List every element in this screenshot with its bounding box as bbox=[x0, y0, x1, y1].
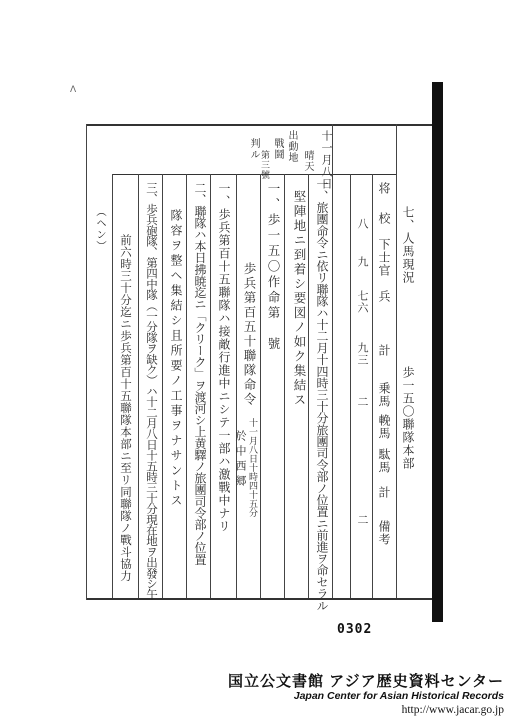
column-rule bbox=[372, 174, 373, 598]
header-number: 第三號 bbox=[259, 150, 269, 180]
column-rule bbox=[350, 174, 351, 598]
table-col-value: 九三 bbox=[356, 342, 369, 366]
body-line-10: 三、歩兵砲隊、第四中隊（一分隊ヲ缺ク）ハ十二月八日十五時三十分現在地ヲ出發シ午 bbox=[145, 182, 159, 600]
table-col-value: 八 bbox=[356, 218, 369, 230]
body-line-1: 一、旅團命令ニ依リ聯隊ハ十二月十四時三十分旅團司令部ノ位置ニ前進ヲ命セラル bbox=[315, 178, 329, 611]
column-rule bbox=[112, 174, 113, 598]
table-title: 七、人馬現況 bbox=[401, 206, 415, 284]
body-line-9: 隊容ヲ整ヘ集結シ且所要ノ工事ヲナサントス bbox=[169, 194, 183, 509]
page-number: 0302 bbox=[337, 622, 373, 637]
table-col-label: 下士官 bbox=[377, 238, 391, 277]
body-line-7: 一、歩兵第百十五聯隊ハ接敵行進中ニシテ一部ハ激戰中ナリ bbox=[217, 182, 231, 533]
table-col-label: 備考 bbox=[377, 520, 391, 546]
column-rule bbox=[236, 174, 237, 598]
footer-org-jp: 国立公文書館 アジア歴史資料センター bbox=[228, 673, 504, 690]
table-col-label: 校 bbox=[377, 212, 391, 225]
header-title-prefix: 戰鬪 bbox=[272, 138, 283, 160]
body-line-11: 前六時三十分迄ニ歩兵第百十五聯隊本部ニ至リ同聯隊ノ戰斗協力 bbox=[119, 222, 133, 582]
column-rule bbox=[260, 174, 261, 598]
table-col-value: 九 bbox=[356, 256, 369, 268]
body-line-6: 於中西郷 bbox=[234, 430, 247, 490]
header-weather: 晴天 bbox=[302, 150, 313, 172]
column-rule bbox=[186, 174, 187, 598]
body-line-8: 二、聯隊ハ本日拂暁迄ニ「クリーク」ヲ渡河シ上黄驛ノ旅團司令部ノ位置 bbox=[193, 182, 207, 565]
header-suffix: 判ル bbox=[248, 138, 259, 160]
body-line-3: 一、歩一五〇作命第 號 bbox=[266, 182, 281, 353]
column-rule bbox=[162, 174, 163, 598]
column-rule bbox=[332, 124, 333, 598]
margin-mark: ⴷ bbox=[70, 85, 77, 95]
column-rule bbox=[284, 174, 285, 598]
body-line-2: 堅陣地ニ到着シ要図ノ如ク集結ス bbox=[292, 190, 307, 408]
header-rule bbox=[112, 174, 396, 175]
footer-url[interactable]: http://www.jacar.go.jp bbox=[401, 704, 504, 716]
bottom-rule bbox=[86, 598, 432, 600]
table-col-label: 輓馬 bbox=[377, 414, 391, 440]
table-col-label: 兵 bbox=[377, 290, 391, 303]
column-rule bbox=[210, 174, 211, 598]
footer-org-en: Japan Center for Asian Historical Records bbox=[293, 690, 504, 702]
body-line-12: （ヘン） bbox=[95, 206, 107, 252]
column-rule bbox=[308, 174, 309, 598]
table-col-value: 二 bbox=[356, 396, 369, 408]
header-date: 十一月八日 bbox=[320, 130, 333, 190]
table-col-label: 駄馬 bbox=[377, 448, 391, 474]
table-col-label: 計 bbox=[377, 486, 391, 499]
table-unit: 歩一五〇聯隊本部 bbox=[401, 366, 415, 470]
column-rule bbox=[396, 124, 397, 598]
header-location: 出動地 bbox=[286, 130, 297, 163]
body-line-5: 十一月八日十時四十五分 bbox=[247, 418, 257, 517]
table-col-label: 計 bbox=[377, 344, 391, 357]
top-rule bbox=[86, 124, 432, 126]
table-col-value: 二 bbox=[356, 514, 369, 526]
body-line-4: 歩兵第百五十聯隊命令 bbox=[242, 262, 257, 407]
left-rule bbox=[86, 124, 87, 600]
table-col-value: 七六 bbox=[356, 290, 369, 314]
column-rule bbox=[138, 174, 139, 598]
table-col-label: 乗馬 bbox=[377, 382, 391, 408]
table-col-label: 将 bbox=[377, 182, 391, 195]
binding-bar bbox=[432, 82, 443, 622]
